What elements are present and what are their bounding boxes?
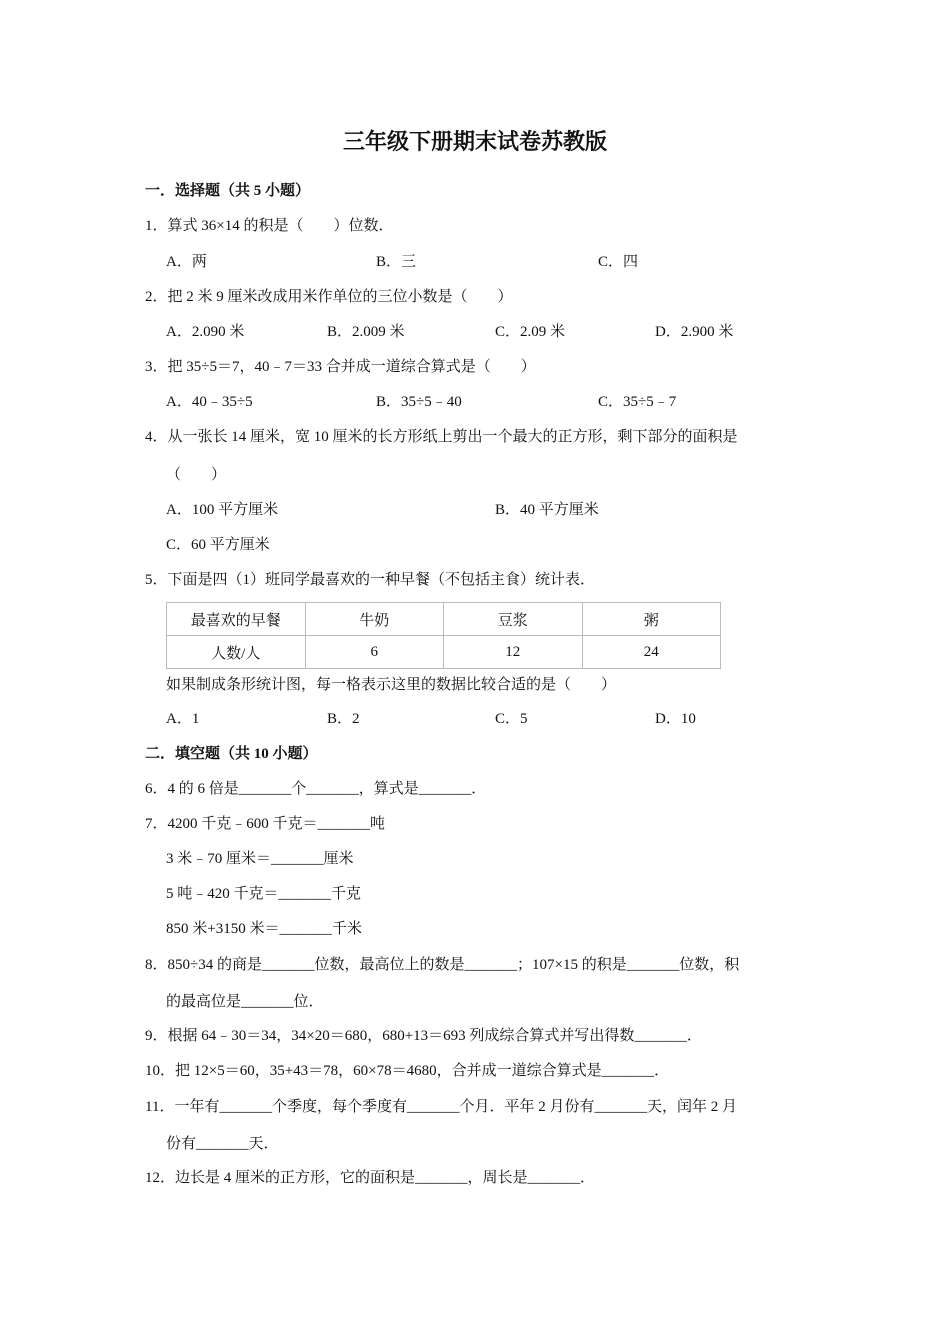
- option-b: B．三: [376, 254, 417, 270]
- question-6: 6．4 的 6 倍是_______个_______，算式是_______．: [145, 781, 487, 797]
- option-b: B．2.009 米: [327, 324, 405, 340]
- option-a: A．100 平方厘米: [166, 502, 279, 518]
- question-11: 11．一年有_______个季度，每个季度有_______个月．平年 2 月份有_______天，闰年 2 月: [145, 1099, 737, 1115]
- option-c: C．35÷5﹣7: [598, 394, 677, 410]
- option-b: B．40 平方厘米: [495, 502, 599, 518]
- question-12: 12．边长是 4 厘米的正方形，它的面积是_______，周长是_______．: [145, 1170, 596, 1186]
- table-cell: 6: [305, 636, 444, 669]
- table-cell: 24: [582, 636, 721, 669]
- option-c: C．60 平方厘米: [166, 537, 270, 553]
- question-7-line: 850 米+3150 米＝_______千米: [166, 921, 362, 937]
- option-b: B．35÷5﹣40: [376, 394, 462, 410]
- question-4-paren: （ ）: [166, 467, 227, 483]
- section-heading-choice: 一．选择题（共 5 小题）: [145, 183, 311, 199]
- question-3: 3．把 35÷5＝7，40﹣7＝33 合并成一道综合算式是（ ）: [145, 359, 536, 375]
- option-c: C．5: [495, 711, 528, 727]
- option-c: C．四: [598, 254, 639, 270]
- table-cell: 最喜欢的早餐: [167, 603, 306, 636]
- table-cell: 豆浆: [444, 603, 583, 636]
- option-a: A．2.090 米: [166, 324, 245, 340]
- table-cell: 12: [444, 636, 583, 669]
- option-d: D．2.900 米: [655, 324, 734, 340]
- table-row: [167, 603, 721, 636]
- question-5-follow: 如果制成条形统计图，每一格表示这里的数据比较合适的是（ ）: [166, 677, 617, 693]
- question-9: 9．根据 64﹣30＝34，34×20＝680，680+13＝693 列成综合算式并写出得数_______．: [145, 1028, 702, 1044]
- question-5: 5．下面是四（1）班同学最喜欢的一种早餐（不包括主食）统计表．: [145, 572, 596, 588]
- question-1: 1．算式 36×14 的积是（ ）位数．: [145, 218, 394, 234]
- question-8: 8．850÷34 的商是_______位数，最高位上的数是_______；107×15 的积是_______位数，积: [145, 957, 740, 973]
- option-a: A．40﹣35÷5: [166, 394, 253, 410]
- option-c: C．2.09 米: [495, 324, 566, 340]
- option-b: B．2: [327, 711, 360, 727]
- option-d: D．10: [655, 711, 696, 727]
- question-7: 7．4200 千克﹣600 千克＝_______吨: [145, 816, 386, 832]
- option-a: A．两: [166, 254, 207, 270]
- question-2: 2．把 2 米 9 厘米改成用米作单位的三位小数是（ ）: [145, 289, 513, 305]
- question-7-line: 5 吨﹣420 千克＝_______千克: [166, 886, 362, 902]
- question-10: 10．把 12×5＝60，35+43＝78，60×78＝4680，合并成一道综合算式是_______．: [145, 1063, 670, 1079]
- question-8-cont: 的最高位是_______位．: [166, 994, 324, 1010]
- breakfast-table: [166, 602, 721, 669]
- section-heading-fill: 二．填空题（共 10 小题）: [145, 746, 318, 762]
- table-cell: 牛奶: [305, 603, 444, 636]
- question-11-cont: 份有_______天．: [166, 1136, 279, 1152]
- table-row: [167, 636, 721, 669]
- page-title: 三年级下册期末试卷苏教版: [342, 129, 607, 154]
- table-cell: 人数/人: [167, 636, 306, 669]
- question-7-line: 3 米﹣70 厘米＝_______厘米: [166, 851, 354, 867]
- question-4: 4．从一张长 14 厘米，宽 10 厘米的长方形纸上剪出一个最大的正方形，剩下部分的面积是: [145, 429, 738, 445]
- table-cell: 粥: [582, 603, 721, 636]
- option-a: A．1: [166, 711, 200, 727]
